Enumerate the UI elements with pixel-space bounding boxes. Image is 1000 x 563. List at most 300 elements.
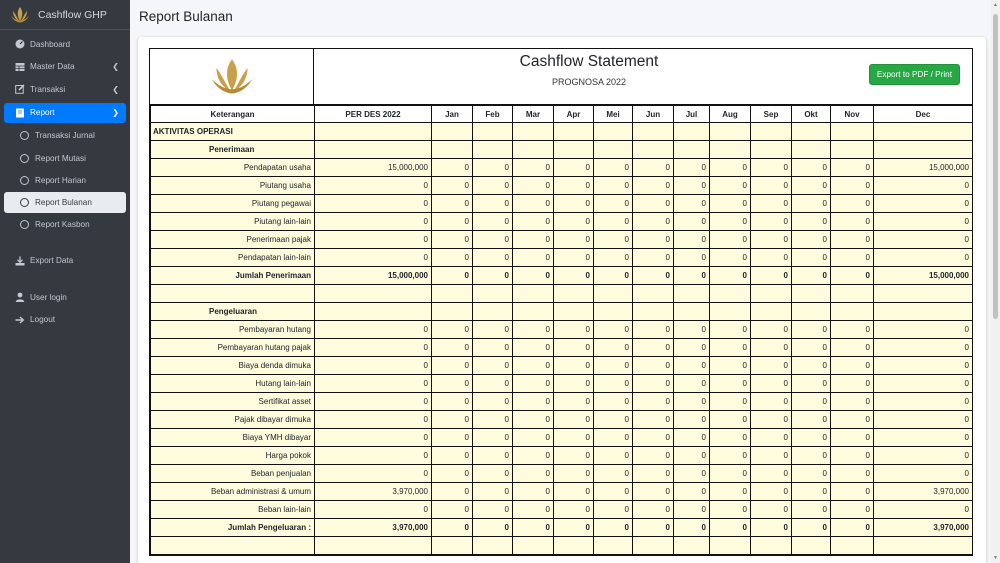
column-header: Mei (594, 106, 633, 123)
table-cell: 0 (792, 177, 831, 195)
column-header: PER DES 2022 (315, 106, 432, 123)
cashflow-report (149, 48, 973, 556)
table-cell: 0 (473, 411, 513, 429)
table-cell: 0 (594, 339, 633, 357)
row-label: Piutang pegawai (151, 195, 315, 213)
table-cell: 0 (792, 357, 831, 375)
table-cell: 0 (432, 159, 473, 177)
table-cell: 0 (594, 231, 633, 249)
table-cell (315, 141, 432, 159)
table-cell: 0 (432, 231, 473, 249)
table-cell: 0 (831, 483, 874, 501)
report-title-area (315, 49, 972, 105)
table-cell: 0 (710, 519, 751, 537)
chevron-down-icon: ❯ (112, 108, 119, 117)
table-cell: 0 (751, 393, 792, 411)
table-cell: 0 (674, 195, 710, 213)
table-cell: 0 (473, 375, 513, 393)
table-cell: 15,000,000 (874, 267, 973, 285)
table-cell: 0 (473, 393, 513, 411)
table-cell: 0 (874, 465, 973, 483)
report-title: Cashflow Statement (519, 53, 659, 70)
circle-icon (20, 131, 29, 140)
table-cell: 0 (513, 339, 554, 357)
table-cell: 0 (594, 501, 633, 519)
table-cell: 0 (751, 195, 792, 213)
table-row (151, 249, 973, 267)
sidebar-item-dashboard[interactable] (0, 33, 130, 56)
table-cell: 0 (554, 357, 594, 375)
sidebar-subitem-report-mutasi[interactable] (0, 147, 130, 170)
table-cell: 0 (874, 339, 973, 357)
table-cell: 0 (513, 159, 554, 177)
table-cell: 0 (554, 393, 594, 411)
table-cell: 0 (710, 339, 751, 357)
user-icon (15, 292, 25, 302)
table-cell: 0 (432, 177, 473, 195)
table-cell: 0 (473, 213, 513, 231)
table-cell: 0 (831, 519, 874, 537)
table-cell: 0 (831, 465, 874, 483)
table-cell: 0 (751, 213, 792, 231)
table-cell: 0 (315, 375, 432, 393)
table-cell (831, 123, 874, 141)
table-cell (710, 537, 751, 555)
table-cell (710, 123, 751, 141)
row-label: Jumlah Pengeluaran : (151, 519, 315, 537)
table-cell: 0 (432, 249, 473, 267)
table-cell (513, 285, 554, 303)
table-cell: 0 (315, 339, 432, 357)
circle-icon (20, 220, 29, 229)
table-cell: 0 (674, 339, 710, 357)
table-cell: 0 (674, 357, 710, 375)
brand[interactable] (0, 0, 130, 30)
column-header: Mar (513, 106, 554, 123)
table-row (151, 123, 973, 141)
table-cell (710, 141, 751, 159)
table-cell: 0 (874, 357, 973, 375)
table-cell: 0 (554, 519, 594, 537)
table-cell: 0 (831, 339, 874, 357)
table-icon (15, 62, 25, 72)
table-row (151, 285, 973, 303)
table-cell (674, 537, 710, 555)
table-cell: 0 (594, 159, 633, 177)
scroll-thumb[interactable] (993, 14, 998, 319)
column-header: Dec (874, 106, 973, 123)
table-cell: 0 (831, 447, 874, 465)
table-cell (473, 303, 513, 321)
table-cell: 0 (554, 447, 594, 465)
table-cell: 0 (792, 519, 831, 537)
table-cell: 0 (513, 465, 554, 483)
table-cell: 0 (554, 429, 594, 447)
row-label: Sertifikat asset (151, 393, 315, 411)
table-cell: 0 (674, 429, 710, 447)
row-label: Beban penjualan (151, 465, 315, 483)
table-cell: 0 (792, 213, 831, 231)
table-cell: 0 (792, 501, 831, 519)
table-cell: 0 (674, 393, 710, 411)
table-cell (315, 303, 432, 321)
table-cell: 0 (792, 483, 831, 501)
table-cell: 0 (315, 447, 432, 465)
table-cell: 0 (831, 159, 874, 177)
table-cell: 0 (594, 249, 633, 267)
table-row (151, 501, 973, 519)
sidebar-subitem-report-bulanan[interactable] (4, 192, 126, 213)
table-cell: 0 (554, 195, 594, 213)
table-cell: 0 (710, 195, 751, 213)
row-label: Penerimaan pajak (151, 231, 315, 249)
cashflow-table (150, 105, 973, 555)
table-cell: 0 (831, 177, 874, 195)
table-cell (792, 303, 831, 321)
report-logo (150, 49, 314, 105)
table-cell: 0 (633, 465, 674, 483)
table-cell: 0 (674, 213, 710, 231)
table-cell (432, 285, 473, 303)
sidebar-item-user-login[interactable] (0, 286, 130, 309)
table-row (151, 537, 973, 555)
column-header: Jun (633, 106, 674, 123)
table-cell: 0 (513, 501, 554, 519)
brand-name: Cashflow GHP (38, 8, 107, 21)
column-header: Feb (473, 106, 513, 123)
table-cell: 0 (594, 375, 633, 393)
table-cell: 0 (751, 267, 792, 285)
table-cell: 0 (792, 375, 831, 393)
row-label: Pembayaran hutang (151, 321, 315, 339)
sidebar-item-label: User login (30, 292, 67, 302)
sidebar-item-label: Transaksi (30, 84, 66, 94)
table-cell: 0 (594, 321, 633, 339)
row-label: Biaya YMH dibayar (151, 429, 315, 447)
table-cell: 0 (432, 321, 473, 339)
table-cell (792, 141, 831, 159)
sidebar-nav (0, 30, 130, 331)
table-cell: 0 (432, 447, 473, 465)
table-cell (831, 303, 874, 321)
table-cell (554, 141, 594, 159)
table-cell: 0 (710, 447, 751, 465)
chevron-left-icon: ❮ (112, 62, 119, 72)
table-cell: 0 (874, 393, 973, 411)
table-cell: 0 (594, 195, 633, 213)
table-cell: 0 (874, 213, 973, 231)
chevron-left-icon: ❮ (112, 84, 119, 94)
table-row (151, 177, 973, 195)
table-cell: 0 (792, 447, 831, 465)
table-cell (710, 285, 751, 303)
table-cell: 0 (751, 249, 792, 267)
table-cell: 3,970,000 (315, 483, 432, 501)
table-cell: 0 (554, 231, 594, 249)
table-cell: 0 (432, 267, 473, 285)
sidebar-item-logout[interactable] (0, 309, 130, 332)
scroll-up-icon[interactable]: ▲ (993, 2, 998, 8)
table-row (151, 483, 973, 501)
table-cell: 0 (633, 339, 674, 357)
table-cell: 0 (710, 375, 751, 393)
sidebar-subitem-transaksi-jurnal[interactable] (0, 125, 130, 148)
table-row (151, 159, 973, 177)
table-cell: 0 (513, 483, 554, 501)
table-cell: 0 (674, 483, 710, 501)
table-cell: 3,970,000 (874, 483, 973, 501)
table-cell: 0 (792, 393, 831, 411)
sidebar-item-report[interactable] (4, 103, 126, 123)
table-cell: 0 (751, 177, 792, 195)
sidebar-item-export-data[interactable] (0, 250, 130, 273)
table-cell: 0 (594, 357, 633, 375)
sidebar-item-master-data[interactable] (0, 56, 130, 79)
row-label: Harga pokok (151, 447, 315, 465)
table-cell: 0 (633, 519, 674, 537)
tachometer-icon (15, 39, 25, 49)
table-row (151, 393, 973, 411)
table-cell: 0 (554, 249, 594, 267)
table-cell: 0 (792, 249, 831, 267)
sidebar-item-transaksi[interactable] (0, 78, 130, 101)
logout-icon (15, 315, 25, 325)
table-cell: 0 (315, 501, 432, 519)
table-cell: 0 (315, 231, 432, 249)
table-cell: 0 (792, 321, 831, 339)
table-cell: 0 (554, 267, 594, 285)
sidebar-subitem-label: Report Mutasi (35, 153, 86, 163)
table-cell: 0 (751, 483, 792, 501)
table-cell: 0 (874, 231, 973, 249)
table-cell (792, 537, 831, 555)
table-cell (674, 285, 710, 303)
table-cell: 0 (633, 447, 674, 465)
row-label: Pendapatan lain-lain (151, 249, 315, 267)
table-cell (710, 303, 751, 321)
table-cell: 0 (831, 429, 874, 447)
table-cell: 0 (473, 501, 513, 519)
table-cell: 0 (315, 429, 432, 447)
table-cell (554, 285, 594, 303)
row-label: Jumlah Penerimaan (151, 267, 315, 285)
table-cell: 0 (473, 357, 513, 375)
table-cell: 0 (513, 375, 554, 393)
table-cell (874, 141, 973, 159)
table-cell: 0 (432, 357, 473, 375)
table-cell: 0 (432, 483, 473, 501)
table-cell: 0 (633, 231, 674, 249)
table-cell (674, 141, 710, 159)
table-cell: 0 (633, 357, 674, 375)
table-cell: 0 (674, 447, 710, 465)
table-cell: 0 (554, 465, 594, 483)
table-cell (594, 123, 633, 141)
table-cell: 0 (831, 267, 874, 285)
sidebar-item-label: Logout (30, 315, 56, 325)
table-cell: 0 (831, 321, 874, 339)
table-cell (473, 141, 513, 159)
table-cell: 15,000,000 (874, 159, 973, 177)
table-cell: 0 (554, 501, 594, 519)
table-cell: 0 (633, 411, 674, 429)
table-cell (473, 285, 513, 303)
edit-icon (15, 84, 25, 94)
table-cell (874, 537, 973, 555)
page-scrollbar[interactable] (991, 0, 1000, 563)
sidebar-item-label: Export Data (30, 256, 74, 266)
table-cell: 0 (792, 339, 831, 357)
table-cell: 0 (874, 195, 973, 213)
table-cell: 0 (315, 177, 432, 195)
table-cell: 0 (751, 519, 792, 537)
sidebar-subitem-report-kasbon[interactable] (0, 213, 130, 236)
table-cell: 0 (315, 393, 432, 411)
table-cell: 0 (513, 213, 554, 231)
table-cell: 0 (633, 429, 674, 447)
sidebar-subitem-report-harian[interactable] (0, 170, 130, 193)
table-cell: 0 (554, 411, 594, 429)
table-row (151, 303, 973, 321)
table-cell (633, 537, 674, 555)
table-cell (633, 303, 674, 321)
table-cell: 0 (831, 501, 874, 519)
table-cell: 15,000,000 (315, 159, 432, 177)
table-cell: 0 (674, 501, 710, 519)
table-cell: 0 (473, 231, 513, 249)
table-cell: 0 (674, 519, 710, 537)
row-label: Biaya denda dimuka (151, 357, 315, 375)
sidebar-subitem-label: Report Bulanan (35, 198, 92, 207)
report-card (138, 37, 986, 563)
sidebar-item-label: Report (30, 108, 55, 117)
table-cell: 0 (874, 177, 973, 195)
table-body (151, 123, 973, 555)
table-cell: 0 (633, 267, 674, 285)
table-cell: 0 (633, 483, 674, 501)
table-cell: 0 (554, 213, 594, 231)
table-cell: 0 (513, 357, 554, 375)
table-cell (792, 285, 831, 303)
table-cell: 0 (674, 321, 710, 339)
table-cell: 0 (792, 465, 831, 483)
table-cell: 0 (710, 411, 751, 429)
lotus-logo-icon (10, 6, 30, 24)
table-cell: 0 (554, 483, 594, 501)
table-cell (315, 285, 432, 303)
table-cell: 0 (432, 519, 473, 537)
table-cell: 0 (674, 231, 710, 249)
table-cell: 0 (751, 321, 792, 339)
table-cell (751, 285, 792, 303)
row-label: Hutang lain-lain (151, 375, 315, 393)
table-cell: 0 (674, 267, 710, 285)
table-cell: 0 (432, 393, 473, 411)
table-cell: 0 (751, 411, 792, 429)
table-cell: 0 (751, 429, 792, 447)
table-cell: 0 (315, 195, 432, 213)
table-cell: 0 (513, 195, 554, 213)
table-cell (432, 141, 473, 159)
table-row (151, 213, 973, 231)
table-cell (594, 303, 633, 321)
table-cell: 0 (710, 465, 751, 483)
nav-spacer (0, 272, 130, 286)
table-cell: 0 (831, 213, 874, 231)
table-cell: 0 (710, 321, 751, 339)
row-label: Beban lain-lain (151, 501, 315, 519)
table-cell: 0 (473, 249, 513, 267)
table-cell: 0 (513, 393, 554, 411)
table-cell: 0 (674, 249, 710, 267)
table-cell (831, 285, 874, 303)
table-cell (792, 123, 831, 141)
report-subtitle: PROGNOSA 2022 (551, 77, 627, 87)
table-cell (473, 123, 513, 141)
table-cell: 0 (513, 519, 554, 537)
table-cell: 0 (473, 159, 513, 177)
table-cell: 0 (831, 411, 874, 429)
table-cell: 0 (674, 465, 710, 483)
table-cell: 0 (710, 483, 751, 501)
table-cell: 0 (513, 411, 554, 429)
table-cell: 0 (432, 429, 473, 447)
table-cell: 0 (554, 159, 594, 177)
table-cell: 0 (594, 483, 633, 501)
table-cell (751, 123, 792, 141)
table-cell (633, 141, 674, 159)
table-cell: 3,970,000 (315, 519, 432, 537)
table-cell (432, 123, 473, 141)
table-cell: 0 (594, 447, 633, 465)
column-header: Sep (751, 106, 792, 123)
table-cell: 0 (432, 375, 473, 393)
table-cell: 0 (831, 375, 874, 393)
table-cell: 0 (874, 249, 973, 267)
table-cell: 0 (633, 195, 674, 213)
table-cell (513, 303, 554, 321)
sidebar-item-label: Master Data (30, 62, 75, 72)
table-cell: 0 (473, 321, 513, 339)
table-cell: 0 (594, 213, 633, 231)
table-cell: 0 (751, 501, 792, 519)
table-cell: 0 (710, 159, 751, 177)
table-cell: 0 (751, 357, 792, 375)
table-cell (751, 303, 792, 321)
table-cell: 0 (874, 429, 973, 447)
report-header (150, 49, 972, 105)
table-cell: 0 (751, 465, 792, 483)
sidebar-subitem-label: Report Kasbon (35, 219, 90, 229)
table-cell: 0 (874, 447, 973, 465)
table-cell: 0 (432, 339, 473, 357)
table-row (151, 519, 973, 537)
table-cell: 0 (792, 267, 831, 285)
export-pdf-button[interactable]: Export to PDF / Print (869, 64, 960, 85)
table-cell (473, 537, 513, 555)
table-cell: 0 (710, 393, 751, 411)
scroll-down-icon[interactable]: ▼ (993, 555, 998, 561)
circle-icon (20, 198, 29, 207)
table-row (151, 195, 973, 213)
column-header: Keterangan (151, 106, 315, 123)
table-cell: 0 (633, 393, 674, 411)
table-cell: 0 (674, 177, 710, 195)
table-cell: 0 (554, 321, 594, 339)
table-cell: 0 (473, 177, 513, 195)
row-label (151, 537, 315, 555)
table-cell (874, 303, 973, 321)
